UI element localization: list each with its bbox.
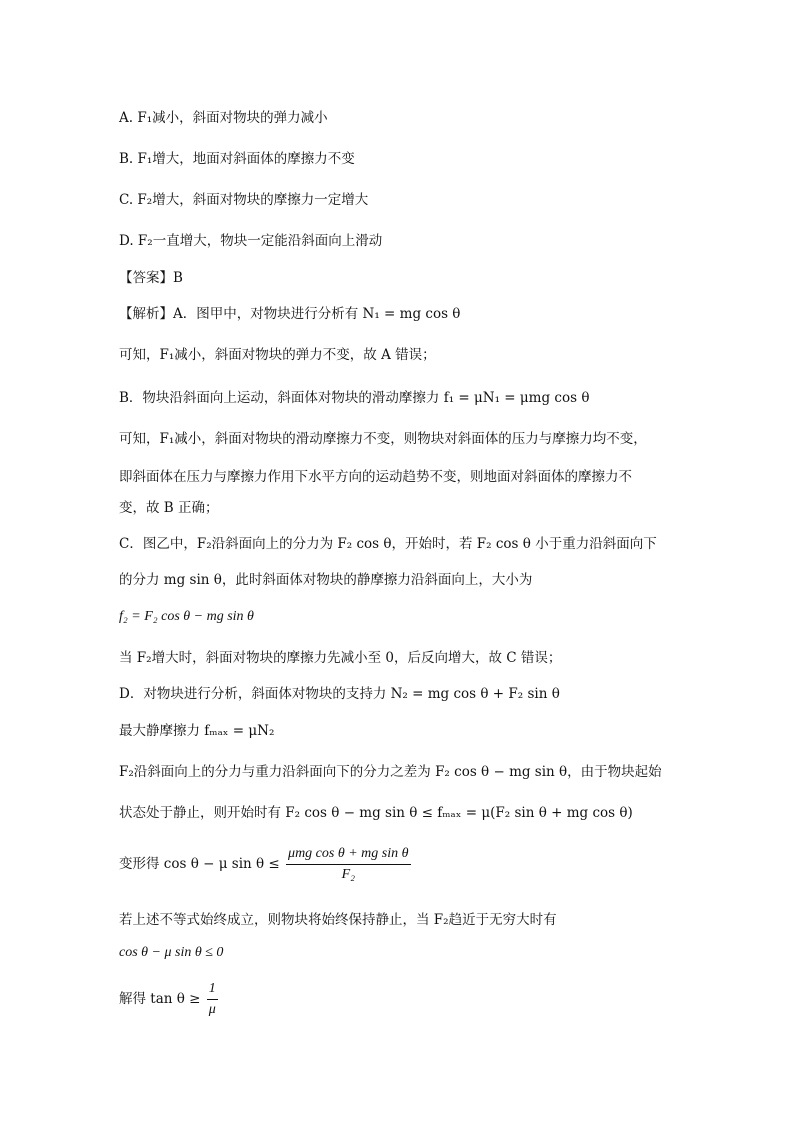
analysis-line: 即斜面体在压力与摩擦力作用下水平方向的运动趋势不变，则地面对斜面体的摩擦力不 <box>119 469 632 485</box>
formula-limit: cos θ − μ sin θ ≤ 0 <box>119 945 224 960</box>
analysis-line: 可知，F₁减小，斜面对物块的弹力不变，故 A 错误； <box>119 347 436 363</box>
option-d: D. F₂一直增大，物块一定能沿斜面向上滑动 <box>119 233 383 249</box>
analysis-line: 可知，F₁减小，斜面对物块的滑动摩擦力不变，则物块对斜面体的压力与摩擦力均不变， <box>119 431 647 447</box>
deformed-inequality <box>119 845 411 884</box>
tan-result <box>119 980 218 1019</box>
formula-f2: f₂ = F₂ cos θ − mg sin θ <box>119 609 254 624</box>
tan-result-text: 解得 tan θ ≥ <box>119 991 201 1007</box>
analysis-line: D．对物块进行分析，斜面体对物块的支持力 N₂ = mg cos θ + F₂ sin θ <box>119 686 560 702</box>
option-b: B. F₁增大，地面对斜面体的摩擦力不变 <box>119 151 355 167</box>
analysis-line: 的分力 mg sin θ，此时斜面体对物块的静摩擦力沿斜面向上，大小为 <box>119 572 533 588</box>
analysis-line: 变，故 B 正确； <box>119 500 219 516</box>
analysis-line: C．图乙中，F₂沿斜面向上的分力为 F₂ cos θ，开始时，若 F₂ cos θ 小于重力沿斜面向下 <box>119 536 657 552</box>
analysis-line: 【解析】A．图甲中，对物块进行分析有 N₁ = mg cos θ <box>119 306 461 322</box>
fraction <box>207 980 218 1019</box>
fraction-numerator: 1 <box>207 980 218 1000</box>
analysis-line: 当 F₂增大时，斜面对物块的摩擦力先减小至 0，后反向增大，故 C 错误； <box>119 650 562 666</box>
analysis-line: 最大静摩擦力 fₘₐₓ = μN₂ <box>119 723 275 739</box>
analysis-line: 若上述不等式始终成立，则物块将始终保持静止，当 F₂趋近于无穷大时有 <box>119 912 557 928</box>
answer-line: 【答案】B <box>119 270 183 286</box>
fraction-numerator: μmg cos θ + mg sin θ <box>286 845 410 865</box>
option-a: A. F₁减小，斜面对物块的弹力减小 <box>119 110 328 126</box>
analysis-line: F₂沿斜面向上的分力与重力沿斜面向下的分力之差为 F₂ cos θ − mg sin θ，由于物块起始 <box>119 764 662 780</box>
analysis-line: 状态处于静止，则开始时有 F₂ cos θ − mg sin θ ≤ fₘₐₓ = μ(F₂ sin θ + mg cos θ) <box>119 805 633 821</box>
analysis-line: B．物块沿斜面向上运动，斜面体对物块的滑动摩擦力 f₁ = μN₁ = μmg cos θ <box>119 390 590 406</box>
deformed-inequality-text: 变形得 cos θ − μ sin θ ≤ <box>119 856 280 872</box>
fraction-denominator: F₂ <box>341 867 355 882</box>
fraction <box>286 845 410 884</box>
fraction-denominator: μ <box>208 1002 216 1017</box>
option-c: C. F₂增大，斜面对物块的摩擦力一定增大 <box>119 192 369 208</box>
